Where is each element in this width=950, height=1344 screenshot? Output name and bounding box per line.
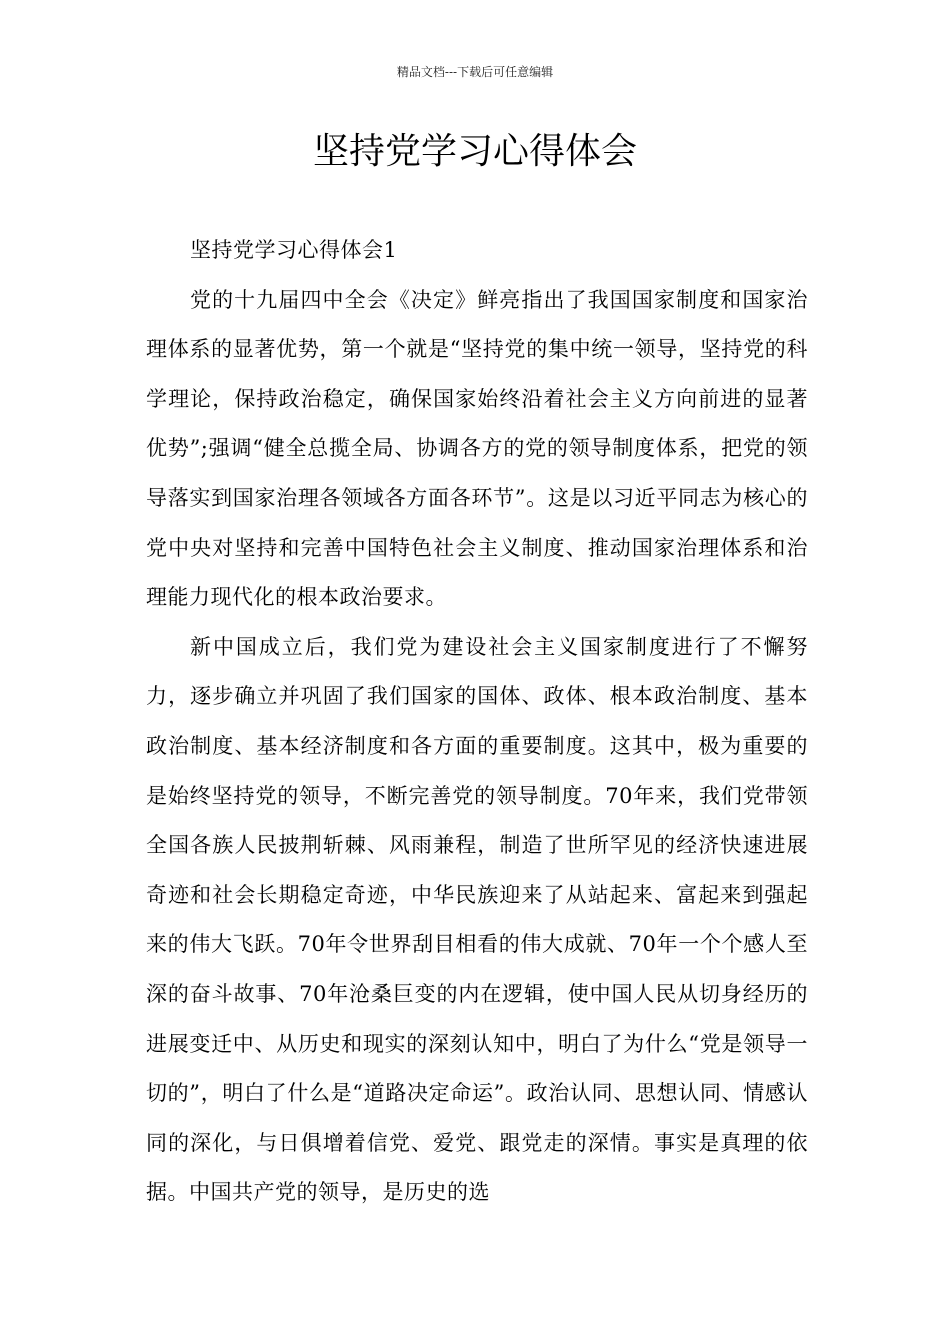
document-title: 坚持党学习心得体会 — [312, 131, 637, 172]
paragraph: 党的十九届四中全会《决定》鲜亮指出了我国国家制度和国家治理体系的显著优势，第一个就是“坚持党的集中统一领导，坚持党的科学理论，保持政治稳定，确保国家始终沿着社会主义方向前进的显著优势”;强调“健全总揽全局、协调各方的党的领导制度体系，把党的领导落实到国家治理各领域各方面各环节”。这是以习近平同志为核心的党中央对坚持和完善中国特色社会主义制度、推动国家治理体系和治理能力现代化的根本政治要求。 — [146, 287, 808, 610]
document-body — [146, 226, 808, 1218]
paragraph: 新中国成立后，我们党为建设社会主义国家制度进行了不懈努力，逐步确立并巩固了我们国家的国体、政体、根本政治制度、基本政治制度、基本经济制度和各方面的重要制度。这其中，极为重要的是始终坚持党的领导，不断完善党的领导制度。70年来，我们党带领全国各族人民披荆斩棘、风雨兼程，制造了世所罕见的经济快速进展奇迹和社会长期稳定奇迹，中华民族迎来了从站起来、富起来到强起来的伟大飞跃。70年令世界刮目相看的伟大成就、70年一个个感人至深的奋斗故事、70年沧桑巨变的内在逻辑，使中国人民从切身经历的进展变迁中、从历史和现实的深刻认知中，明白了为什么“党是领导一切的”，明白了什么是“道路决定命运”。政治认同、思想认同、情感认同的深化，与日俱增着信党、爱党、跟党走的深情。事实是真理的依据。中国共产党的领导，是历史的选 — [146, 634, 808, 1205]
header-note: 精品文档---下载后可任意编辑 — [396, 65, 554, 79]
section-heading: 坚持党学习心得体会1 — [190, 238, 398, 262]
